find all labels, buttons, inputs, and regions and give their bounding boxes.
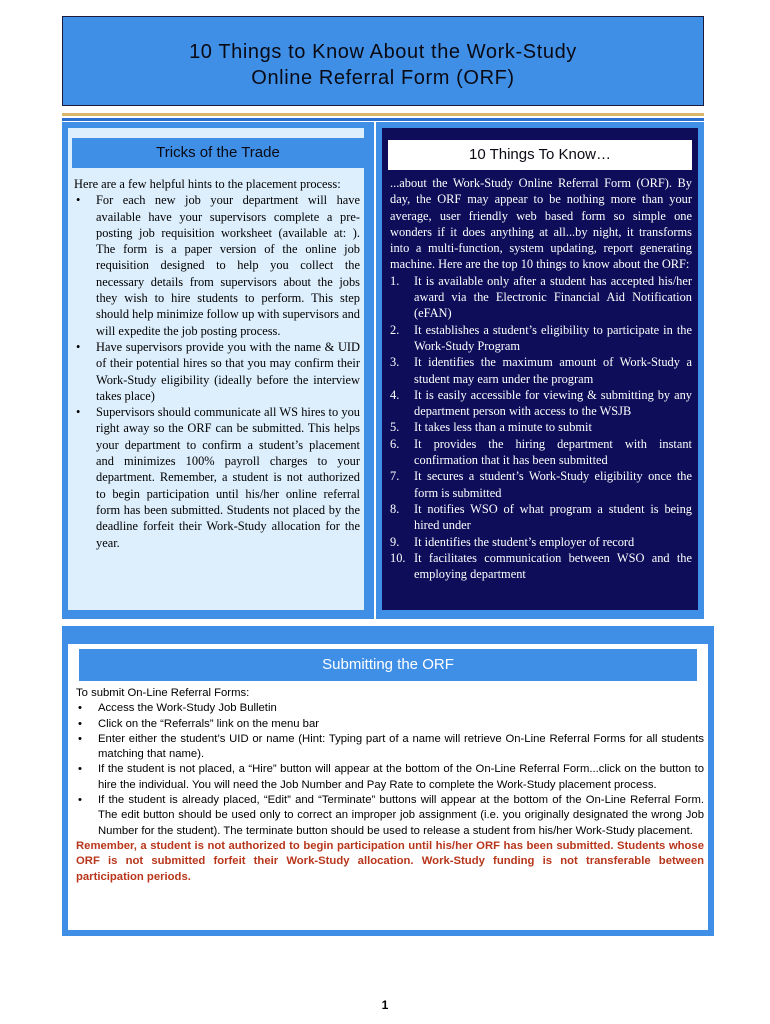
things-panel bbox=[376, 122, 704, 619]
item-text: It is available only after a student has accepted his/her award via the Electronic Financial Aid Notification (eFAN) bbox=[414, 273, 692, 321]
page-number: 1 bbox=[381, 998, 389, 1012]
list-item bbox=[390, 534, 692, 550]
item-number: 2. bbox=[390, 322, 400, 337]
list-item bbox=[390, 273, 692, 322]
tricks-body bbox=[74, 176, 360, 551]
list-item: • Supervisors should communicate all WS hires to you right away so the ORF can be submitted. This helps your department to confirm a student’s placement and minimizes 100% payroll charges to your department. Remember, a student is not authorized to begin participation until his/her online referral form has been submitted. Students not placed by the deadline forfeit their Work-Study allocation for the year. bbox=[74, 404, 360, 551]
warning-note: Remember, a student is not authorized to begin participation until his/her ORF has been submitted. Students whose ORF is not submitted forfeit their Work-Study allocation. Work-Study funding is not transferable between participation periods. bbox=[76, 839, 704, 883]
things-panel-inner bbox=[382, 128, 698, 610]
list-item: • For each new job your department will have available have your supervisors complete a pre-posting job requisition worksheet (available at: ). The form is a paper version of the online job requisition designed to help you collect the necessary details from supervisors about the jobs they wish to hire students to perform. This step should help minimize follow up with supervisors and will expedite the job posting process. bbox=[74, 192, 360, 339]
item-text: It establishes a student’s eligibility to participate in the Work-Study Program bbox=[414, 322, 692, 353]
item-text: It facilitates communication between WSO and the employing department bbox=[414, 550, 692, 582]
item-number: 10. bbox=[390, 550, 406, 565]
submitting-panel-inner bbox=[68, 644, 708, 930]
list-item bbox=[390, 354, 692, 387]
things-heading: 10 Things To Know… bbox=[388, 140, 692, 170]
item-number: 5. bbox=[390, 420, 400, 435]
item-number: 3. bbox=[390, 355, 400, 370]
tricks-heading: Tricks of the Trade bbox=[72, 138, 364, 168]
list-item bbox=[390, 550, 692, 583]
things-body bbox=[390, 175, 692, 582]
item-text: It takes less than a minute to submit bbox=[414, 420, 592, 435]
list-item: • Access the Work-Study Job Bulletin bbox=[76, 701, 704, 716]
list-item bbox=[390, 501, 692, 534]
list-item bbox=[390, 468, 692, 501]
item-number: 9. bbox=[390, 534, 400, 549]
submitting-heading: Submitting the ORF bbox=[78, 648, 698, 682]
item-number: 4. bbox=[390, 387, 400, 402]
tricks-panel bbox=[62, 122, 374, 619]
item-text: It identifies the maximum amount of Work-Study a student may earn under the program bbox=[414, 355, 692, 386]
item-text: It secures a student’s Work-Study eligibility once the form is submitted bbox=[414, 469, 692, 500]
blue-divider bbox=[62, 118, 704, 121]
list-item bbox=[390, 436, 692, 469]
list-item: • If the student is already placed, “Edit” and “Terminate” buttons will appear at the bottom of the On-Line Referral Form. The edit button should be used only to correct an improper job assignment (i.e. you originally designated the wrong Job Number for the student). The terminate button should be used to release a student from his/her Work-Study placement. bbox=[76, 793, 704, 839]
item-number: 7. bbox=[390, 469, 400, 484]
list-item: • Enter either the student’s UID or name (Hint: Typing part of a name will retrieve On-Line Referral Forms for all students matching that name). bbox=[76, 732, 704, 763]
tricks-intro: Here are a few helpful hints to the placement process: bbox=[74, 177, 341, 191]
submitting-panel bbox=[62, 626, 714, 936]
page-title-line1: 10 Things to Know About the Work-Study bbox=[189, 41, 577, 63]
item-number: 8. bbox=[390, 501, 400, 516]
list-item: • Click on the “Referrals” link on the menu bar bbox=[76, 717, 704, 732]
item-number: 6. bbox=[390, 436, 400, 451]
gold-divider bbox=[62, 113, 704, 116]
submitting-steps bbox=[76, 701, 704, 839]
list-item bbox=[390, 387, 692, 420]
tricks-panel-inner bbox=[68, 128, 364, 610]
list-item: • Have supervisors provide you with the name & UID of their potential hires so that you may confirm their Work-Study eligibility (ideally before the interview takes place) bbox=[74, 339, 360, 404]
item-text: It notifies WSO of what program a student is being hired under bbox=[414, 501, 692, 533]
things-intro: ...about the Work-Study Online Referral Form (ORF). By day, the ORF may appear to be nothing more than your average, user friendly web based form so simple one wonders if it does anything at all...by night, it transforms into a multi-function, system updating, report generating machine. Here are the top 10 things to know about the ORF: bbox=[390, 176, 692, 272]
list-item bbox=[390, 419, 692, 435]
page-title-line2: Online Referral Form (ORF) bbox=[251, 67, 515, 89]
title-banner bbox=[62, 16, 704, 106]
item-text: It provides the hiring department with instant confirmation that it has been submitted bbox=[414, 436, 692, 468]
tricks-list bbox=[74, 192, 360, 551]
list-item bbox=[390, 322, 692, 355]
item-text: It is easily accessible for viewing & submitting by any department person with access to the WSJB bbox=[414, 387, 692, 419]
submitting-intro: To submit On-Line Referral Forms: bbox=[76, 687, 250, 699]
list-item: • If the student is not placed, a “Hire” button will appear at the bottom of the On-Line Referral Form...click on the button to hire the individual. You will need the Job Number and Pay Rate to complete the Work-Study placement process. bbox=[76, 762, 704, 793]
things-list bbox=[390, 273, 692, 583]
submitting-body bbox=[76, 686, 704, 885]
item-number: 1. bbox=[390, 273, 400, 288]
item-text: It identifies the student’s employer of record bbox=[414, 534, 635, 549]
